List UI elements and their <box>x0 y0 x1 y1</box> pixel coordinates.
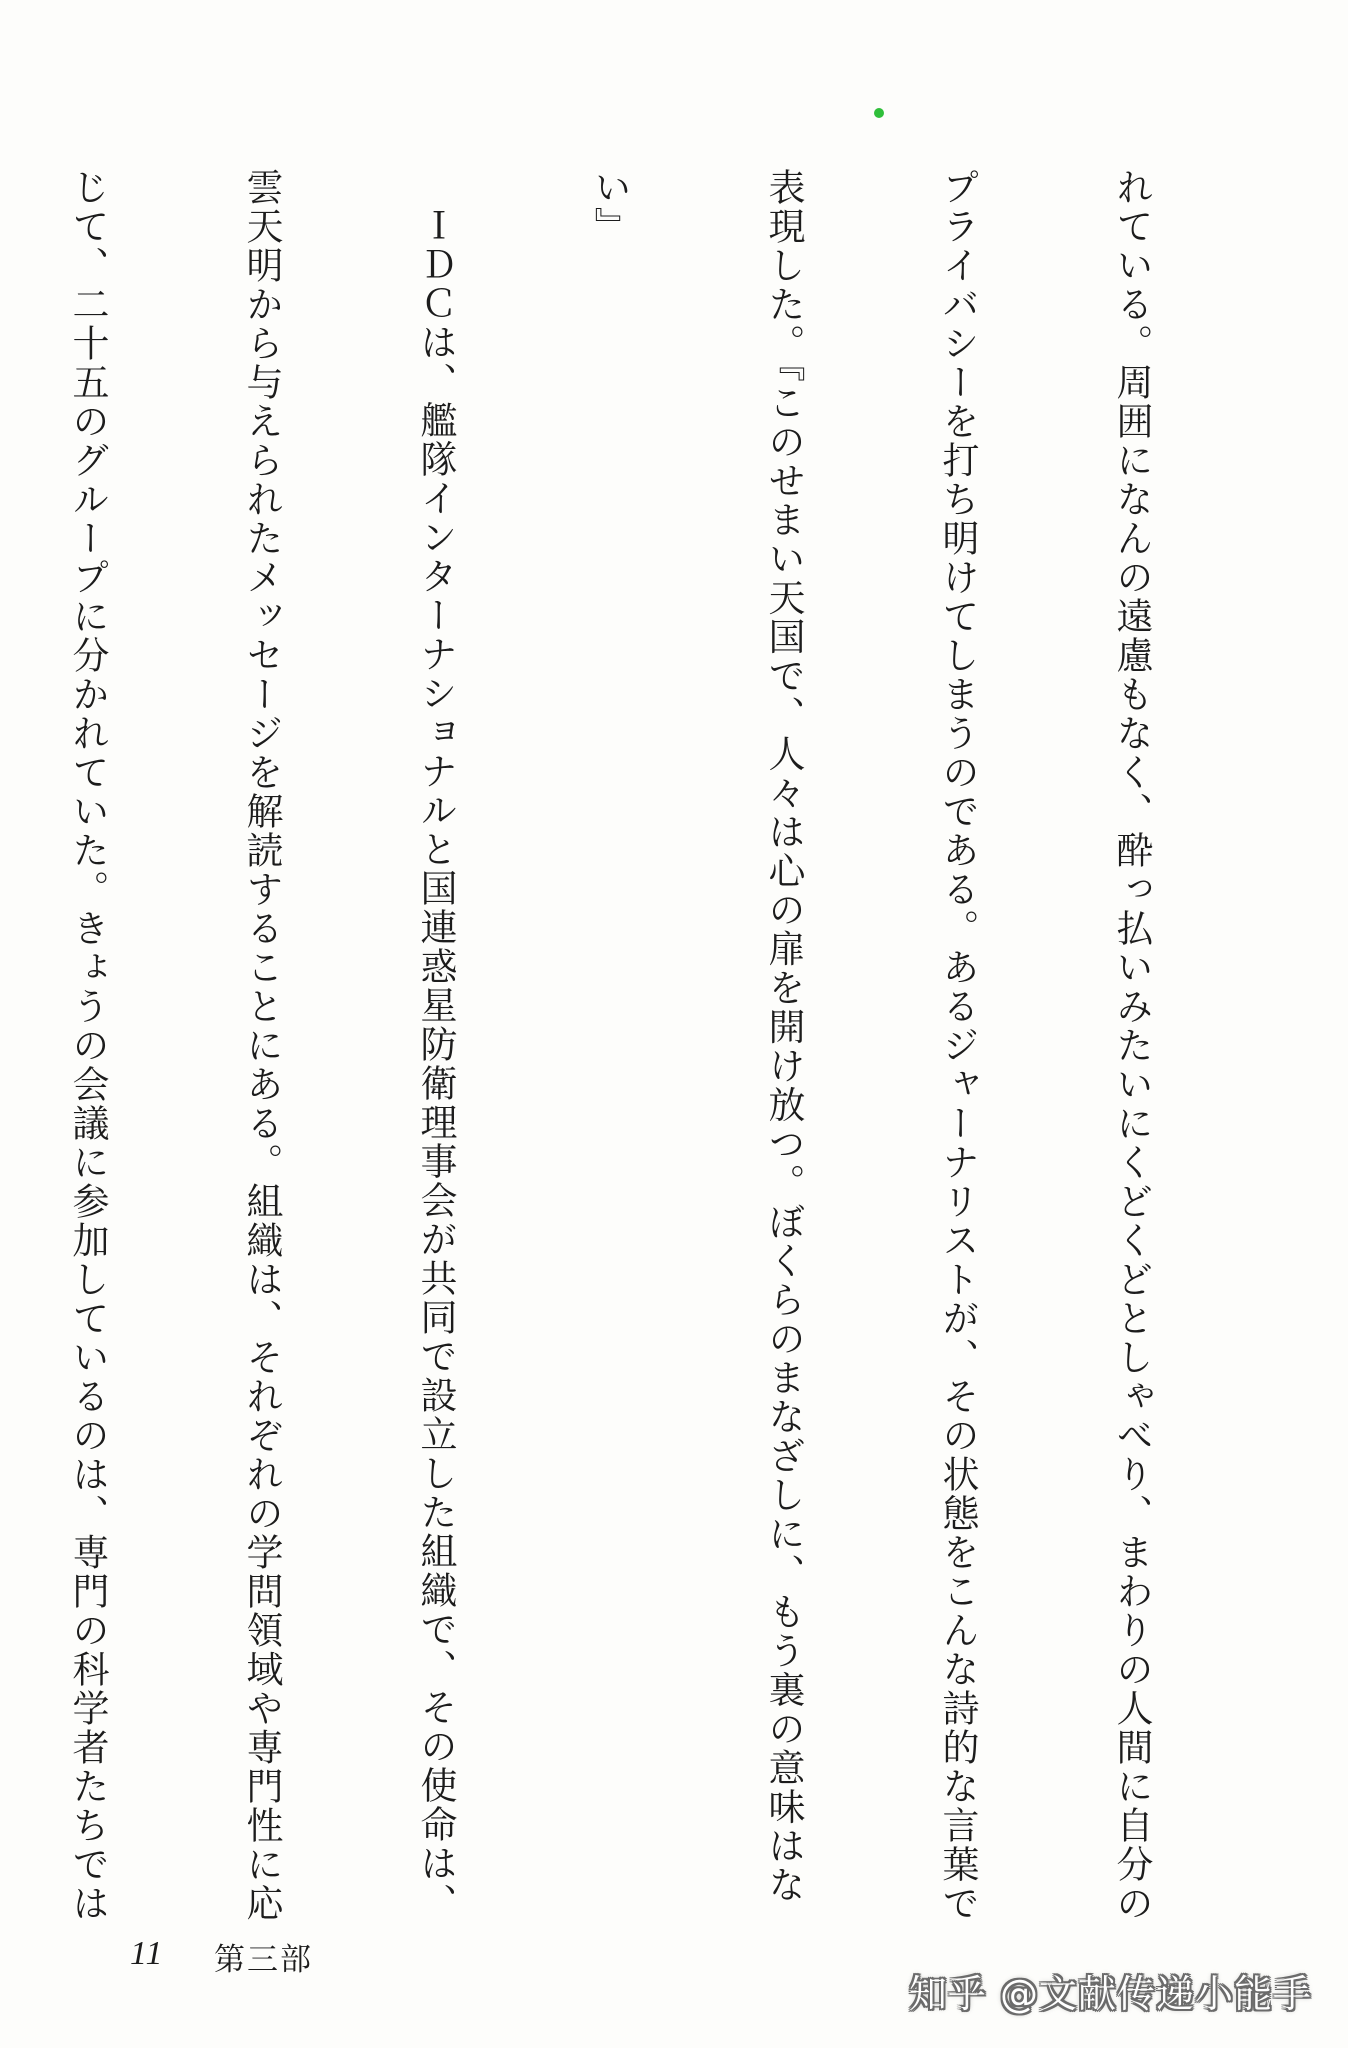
page-number: 11 <box>130 1935 164 1972</box>
text-line-3: 表現した。『このせまい天国で、人々は心の扉を開け放つ。ぼくらのまなざしに、もう裏の意味はな <box>762 168 805 1905</box>
text-line-4: い』 <box>588 168 631 246</box>
part-label: 第三部 <box>214 1942 313 1978</box>
source-watermark: 知乎 @文献传递小能手 <box>908 1972 1312 2016</box>
text-line-6: 雲天明から与えられたメッセージを解読することにある。組織は、それぞれの学問領域や専門性に応 <box>240 168 283 1923</box>
text-line-7: じて、二十五のグループに分かれていた。きょうの会議に参加しているのは、専門の科学者たちでは <box>66 168 109 1923</box>
ink-speck-mark <box>874 108 884 118</box>
text-line-2: プライバシーを打ち明けてしまうのである。あるジャーナリストが、その状態をこんな詩的な言葉で <box>936 168 979 1923</box>
vertical-body-text <box>0 168 1276 1923</box>
text-line-1: れている。周囲になんの遠慮もなく、酔っ払いみたいにくどくどとしゃべり、まわりの人間に自分の <box>1110 168 1153 1923</box>
text-line-5: ＩＤＣは、艦隊インターナショナルと国連惑星防衛理事会が共同で設立した組織で、その使命は、 <box>414 206 457 1922</box>
